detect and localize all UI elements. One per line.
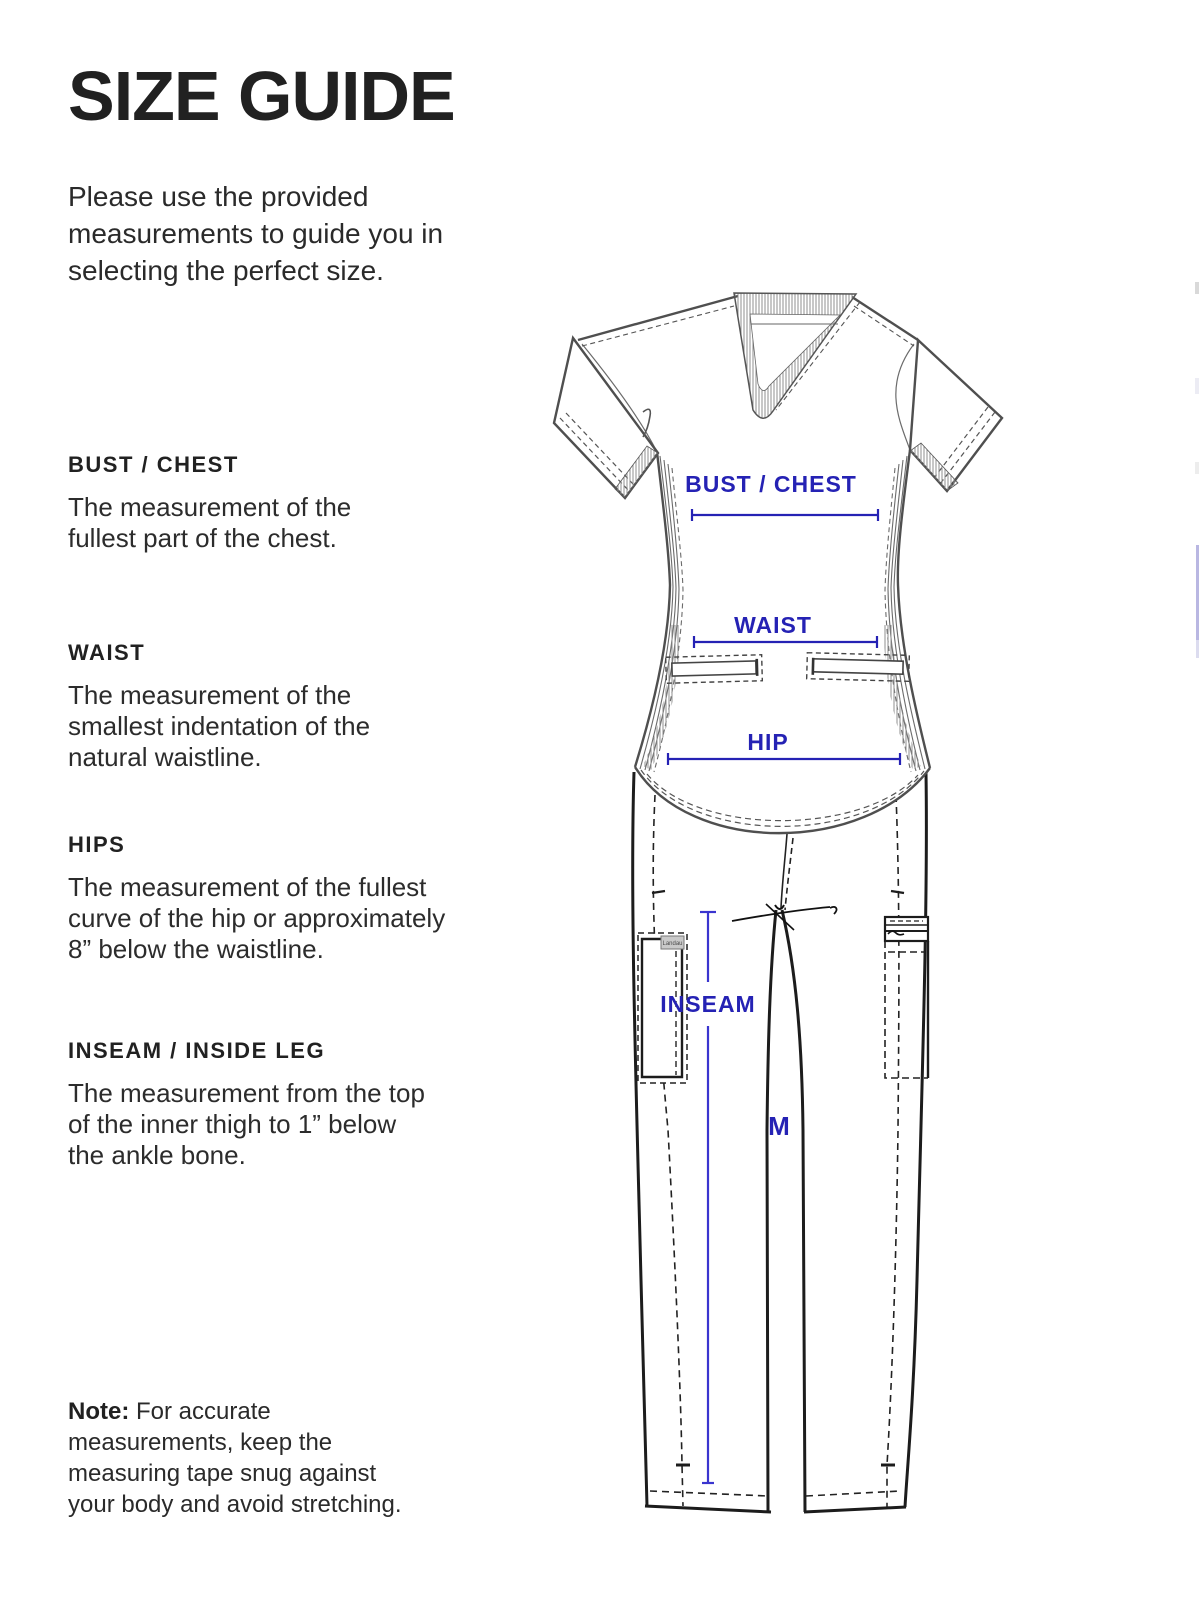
edge-artifact [1195,462,1199,474]
section-hips [68,832,445,965]
section-inseam [68,1038,425,1171]
page-title: SIZE GUIDE [68,57,455,135]
scrubs-size-diagram [530,280,1010,1530]
section-body: The measurement of the smallest indentation of the natural waistline. [68,680,371,772]
hip-label: HIP [747,729,789,755]
inseam-label: INSEAM [660,991,756,1017]
edge-artifact [1196,545,1199,640]
bust-chest-label: BUST / CHEST [685,471,857,497]
size-letter-label: M [768,1111,790,1141]
intro-text: Please use the provided measurements to guide you in selecting the perfect size. [68,181,444,286]
section-body: The measurement from the top of the inner thigh to 1” below the ankle bone. [68,1078,425,1170]
waist-label: WAIST [734,612,812,638]
section-body: The measurement of the fullest part of the chest. [68,492,352,553]
section-body: The measurement of the fullest curve of the hip or approximately 8” below the waistline. [68,872,446,964]
right-sleeve [910,340,1002,491]
edge-artifact [1196,640,1199,658]
pocket-brand-tag: Landau [662,941,683,947]
section-heading: WAIST [68,640,146,665]
section-heading: INSEAM / INSIDE LEG [68,1038,326,1063]
section-heading: BUST / CHEST [68,452,239,477]
edge-artifact [1195,282,1199,294]
section-bust-chest [68,452,351,554]
section-heading: HIPS [68,832,126,857]
edge-artifact [1195,378,1199,394]
note-text: Note: For accurate measurements, keep the measuring tape snug against your body and avoid stretching. [68,1398,402,1518]
scrub-pants-drawing [633,772,928,1512]
note-label: Note: [68,1398,130,1425]
section-waist [68,640,370,773]
